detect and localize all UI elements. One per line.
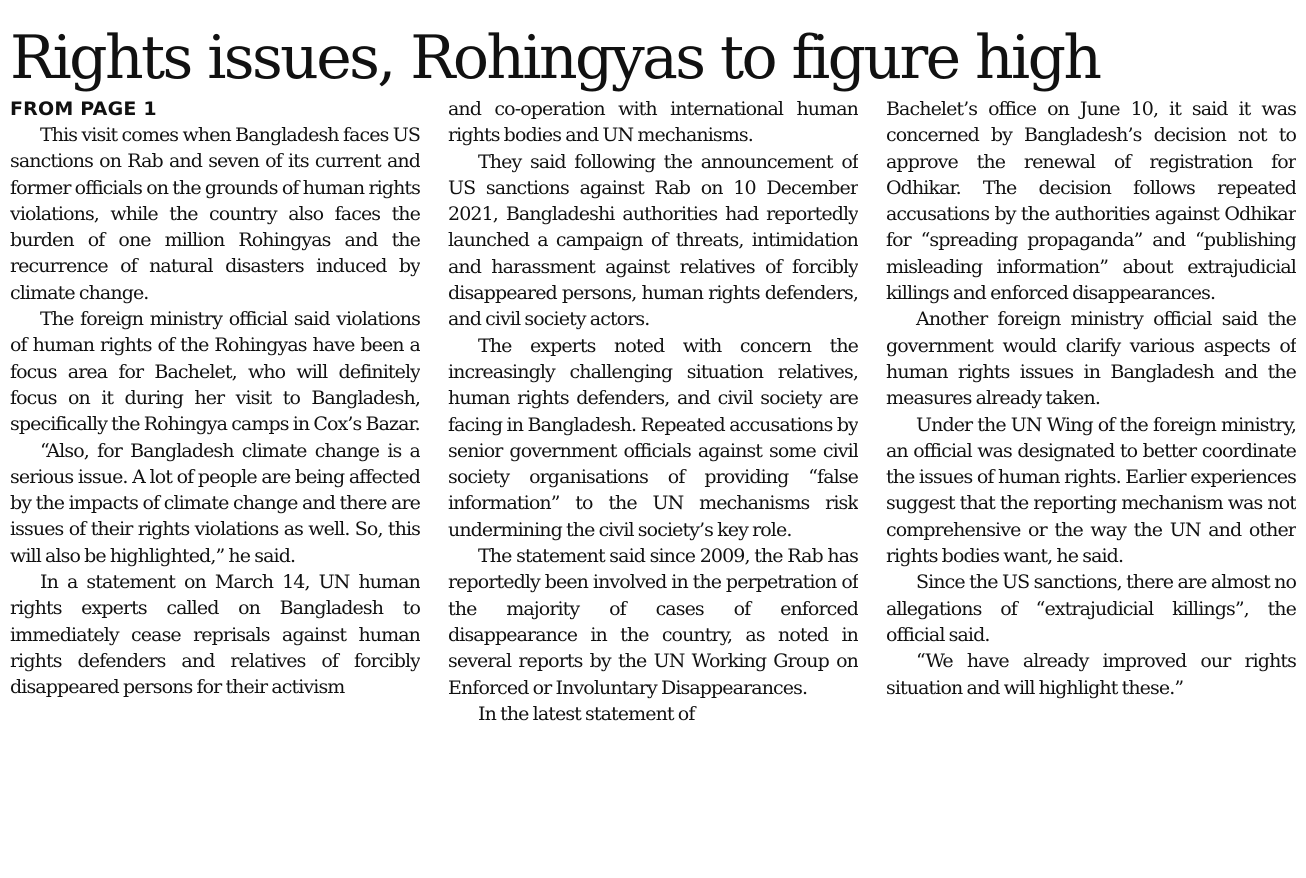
paragraph: In a statement on March 14, UN human rights experts called on Bangladesh to immediately cease reprisals against human rights defenders and relatives of forcibly disappeared persons for their activism [10, 571, 420, 699]
paragraph-continuation: Bachelet’s office on June 10, it said it was concerned by Bangladesh’s decision not to approve the renewal of registration for Odhikar. The decision follows repeated accusations by the authorities against Odhikar for “spreading propaganda” and “publishing misleading information” about extrajudicial killings and enforced disappearances. [886, 98, 1296, 305]
paragraph: Under the UN Wing of the foreign ministry, an official was designated to better coordinate the issues of human rights. Earlier experiences suggest that the reporting mechanism was not comprehensive or the way the UN and other rights bodies want, he said. [886, 413, 1296, 568]
paragraph: This visit comes when Bangladesh faces US sanctions on Rab and seven of its current and former officials on the grounds of human rights violations, while the country also faces the burden of one million Rohingyas and the recurrence of natural disasters induced by climate change. [10, 124, 420, 304]
article-column-2 [448, 96, 858, 866]
paragraph: The foreign ministry official said violations of human rights of the Rohingyas have been a focus area for Bachelet, who will definitely focus on it during her visit to Bangladesh, specifically the Rohingya camps in Cox’s Bazar. [10, 308, 420, 436]
paragraph: Another foreign ministry official said the government would clarify various aspects of human rights issues in Bangladesh and the measures already taken. [886, 308, 1296, 410]
kicker-from-page: FROM PAGE 1 [10, 98, 157, 120]
paragraph: Since the US sanctions, there are almost no allegations of “extrajudicial killings”, the official said. [886, 571, 1296, 646]
headline: Rights issues, Rohingyas to figure high [10, 23, 1100, 93]
paragraph: The statement said since 2009, the Rab has reportedly been involved in the perpetration of the majority of cases of enforced disappearance in the country, as noted in several reports by the UN Working Group on Enforced or Involuntary Disappearances. [448, 545, 858, 699]
article-column-1 [10, 96, 420, 866]
paragraph: They said following the announcement of US sanctions against Rab on 10 December 2021, Bangladeshi authorities had reportedly launched a campaign of threats, intimidation and harassment against relatives of forcibly disappeared persons, human rights defenders, and civil society actors. [448, 150, 858, 331]
paragraph: The experts noted with concern the increasingly challenging situation relatives, human rights defenders, and civil society are facing in Bangladesh. Repeated accusations by senior government officials against some civil society organisations of providing “false information” to the UN mechanisms risk undermining the civil society’s key role. [448, 334, 858, 541]
article-column-3 [886, 96, 1296, 866]
paragraph-continuation: and co-operation with international human rights bodies and UN mechanisms. [448, 98, 858, 147]
paragraph: In the latest statement of [478, 702, 695, 725]
paragraph: “Also, for Bangladesh climate change is a serious issue. A lot of people are being affected by the impacts of climate change and there are issues of their rights violations as well. So, this will also be highlighted,” he said. [10, 439, 420, 567]
paragraph: “We have already improved our rights situation and will highlight these.” [886, 650, 1296, 699]
